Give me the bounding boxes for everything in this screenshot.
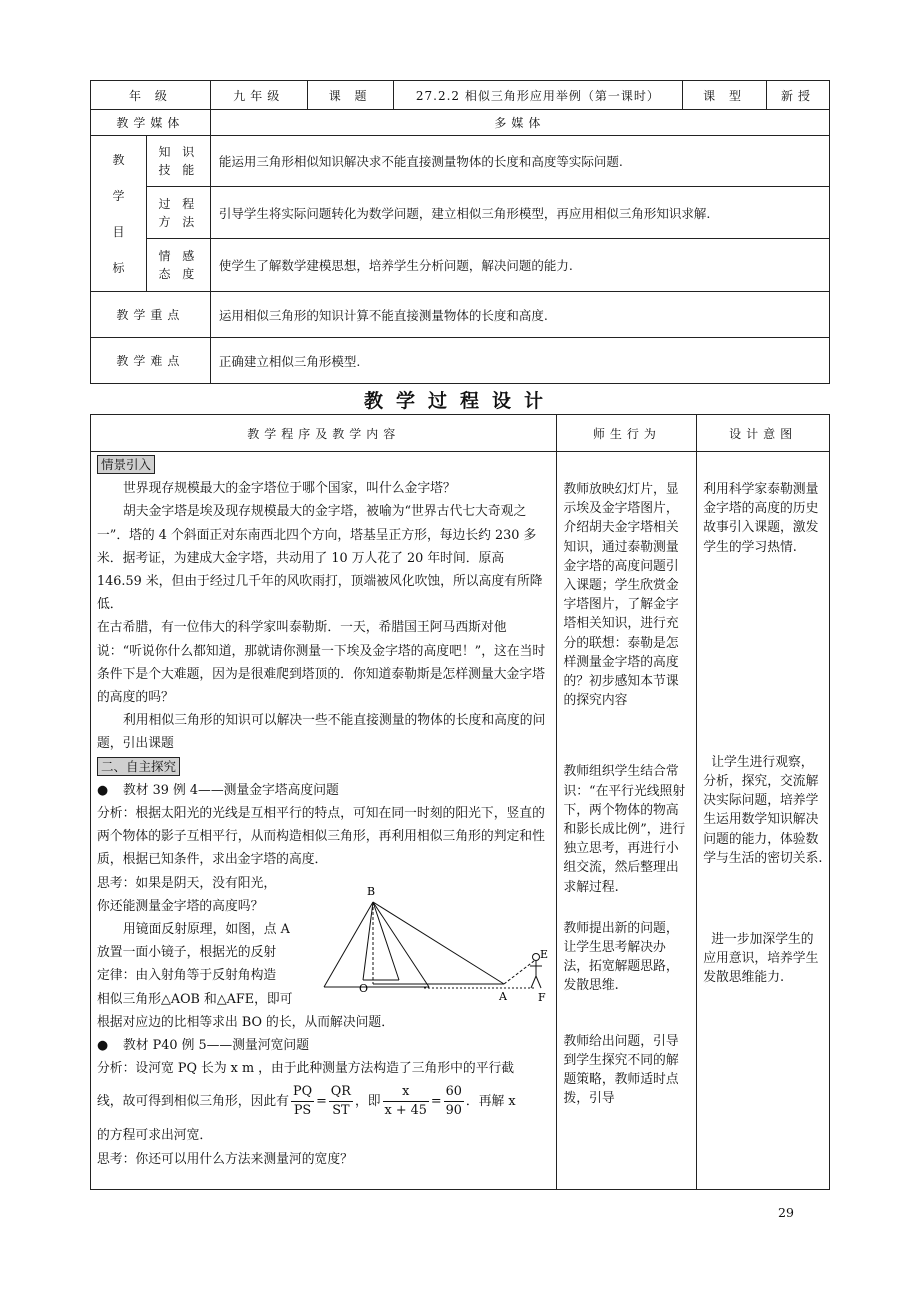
reflected-ray <box>504 961 534 984</box>
objective-category: 情 感 态 度 <box>146 239 210 292</box>
fraction-60-90: $\frac{60}{90}$ <box>445 1084 462 1119</box>
teacher-behavior-4: 教师给出问题，引导到学生探究不同的解题策略，教师适时点拨，引导 <box>563 1033 679 1107</box>
intro-pyramid-paragraph: 胡夫金字塔是埃及现存规模最大的金字塔，被喻为“世界古代七大奇观之一”．塔的 4 个斜面正对东南西北四个方向，塔基呈正方形，每边长约 230 多米．据考证，为建成大金字塔，共动用了 10 万人花了 20 年时间．原高 146.59 米，但由于经过几千年的风吹雨打，顶端被风化吹蚀，所以高度有所降低． <box>97 504 543 613</box>
topic-label: 课 题 <box>307 81 393 110</box>
design-intent-3: 进一步加深学生的应用意识，培养学生发散思维能力. <box>703 932 819 986</box>
teacher-behavior-2: 教师组织学生结合常识：“在平行光线照射下，两个物体的物高和影长成比例”，进行独立思考，再进行小组交流，然后整理出求解过程. <box>563 764 686 895</box>
intent-cell <box>697 452 830 1190</box>
pyramid-inner-edge <box>363 902 373 980</box>
intro-question: 世界现存规模最大的金字塔位于哪个国家，叫什么金字塔？ <box>123 481 456 497</box>
difficulty-label: 教学难点 <box>91 338 211 384</box>
fraction-x-x45: $\frac{x}{x + 45}$ <box>384 1084 427 1119</box>
grade-label: 年 级 <box>91 81 211 110</box>
pyramid-left-edge <box>324 902 373 987</box>
think-2: 思考：你还可以用什么方法来测量河的宽度？ <box>97 1151 353 1167</box>
think-1-line-b: 你还能测量金字塔的高度吗？ <box>97 898 264 914</box>
type-value: 新授 <box>767 81 830 110</box>
intro-thales-paragraph: 在古希腊，有一位伟大的科学家叫泰勒斯．一天，希腊国王阿马西斯对他说：“听说你什么都知道，那就请你测量一下埃及金字塔的高度吧！”，这在当时条件下是个大难题，因为是很难爬到塔顶的．你知道泰勒斯是怎样测量大金字塔的高度的吗？ <box>97 620 546 706</box>
person-leg-right <box>536 976 541 988</box>
objectives-char-3: 目 <box>112 224 125 239</box>
key-point-label: 教学重点 <box>91 292 211 338</box>
objectives-char-4: 标 <box>112 260 125 275</box>
fraction-qr-st: $\frac{QR}{ST}$ <box>330 1084 351 1119</box>
bullet-icon: ● <box>97 1038 109 1054</box>
pyramid-back-edge <box>373 902 399 980</box>
grade-value: 九年级 <box>210 81 307 110</box>
fraction-pq-ps: $\frac{PQ}{PS}$ <box>292 1084 313 1119</box>
content-cell <box>91 452 557 1190</box>
page-number: 29 <box>778 1205 794 1220</box>
section-tag-intro: 情景引入 <box>97 455 155 474</box>
pyramid-mirror-figure <box>319 876 549 1016</box>
media-value: 多媒体 <box>210 110 829 136</box>
objectives-char-2: 学 <box>112 188 125 203</box>
mirror-line-3: 定律：由入射角等于反射角构造 <box>97 968 277 984</box>
type-label: 课 型 <box>683 81 767 110</box>
bullet-icon: ● <box>97 782 109 798</box>
label-f: F <box>538 991 546 1004</box>
lesson-info-table <box>90 80 830 384</box>
objective-process-text: 引导学生将实际问题转化为数学问题，建立相似三角形模型，再应用相似三角形知识求解. <box>210 187 829 239</box>
mirror-line-5: 根据对应边的比相等求出 BO 的长，从而解决问题． <box>97 1014 395 1030</box>
incident-ray <box>373 902 504 984</box>
objective-knowledge-text: 能运用三角形相似知识解决求不能直接测量物体的长度和高度等实际问题. <box>210 136 829 187</box>
objectives-char-1: 教 <box>112 152 125 167</box>
label-o: O <box>359 982 369 995</box>
section-tag-explore: 二、自主探究 <box>97 757 180 776</box>
label-a: A <box>499 990 507 1003</box>
person-leg-left <box>531 976 536 988</box>
col-header-content: 教学程序及教学内容 <box>91 415 557 452</box>
section-heading: 教学过程设计 <box>363 390 556 412</box>
pyramid-right-edge <box>373 902 429 987</box>
media-label: 教学媒体 <box>91 110 211 136</box>
example-2-title: ● 教材 P40 例 5——测量河宽问题 <box>97 1034 550 1057</box>
label-b: B <box>367 885 376 898</box>
design-intent-2: 让学生进行观察，分析，探究，交流解决实际问题，培养学生运用数学知识解决问题的能力，体验数学与生活的密切关系. <box>703 754 823 866</box>
teacher-behavior-1: 教师放映幻灯片，显示埃及金字塔图片，介绍胡夫金字塔相关知识，通过泰勒测量金字塔的高度问题引入课题；学生欣赏金字塔图片，了解金字塔相关知识，进行充分的联想：泰勒是怎样测量金字塔的高度的？初步感知本节课的探究内容 <box>563 482 679 709</box>
difficulty-text: 正确建立相似三角形模型. <box>210 338 829 384</box>
objective-attitude-text: 使学生了解数学建模思想，培养学生分析问题，解决问题的能力. <box>210 239 829 292</box>
intro-topic-paragraph: 利用相似三角形的知识可以解决一些不能直接测量的物体的长度和高度的问题，引出课题 <box>97 713 546 752</box>
col-header-intent: 设计意图 <box>697 415 830 452</box>
topic-value: 27.2.2 相似三角形应用举例（第一课时） <box>393 81 683 110</box>
example-2-equation: 线，故可得到相似三角形，因此有 $\frac{PQ}{PS}$ = $\frac{QR}{ST}$ ，即 $\frac{x}{x + 45}$ = $\frac{60}{90}$ ．再解 x <box>97 1084 516 1119</box>
objective-category: 过 程 方 法 <box>146 187 210 239</box>
mirror-line-1: 用镜面反射原理，如图，点 A <box>123 922 290 938</box>
teaching-process-table <box>90 414 830 1190</box>
person-head <box>533 954 540 961</box>
example-1-title: ● 教材 39 例 4——测量金字塔高度问题 <box>97 779 550 802</box>
label-e: E <box>540 948 549 961</box>
objectives-label <box>91 136 147 292</box>
example-1-analysis: 分析：根据太阳光的光线是互相平行的特点，可知在同一时刻的阳光下，竖直的两个物体的影子互相平行，从而构造相似三角形，再利用相似三角形的判定和性质，根据已知条件，求出金字塔的高度． <box>97 806 545 868</box>
mirror-line-2: 放置一面小镜子，根据光的反射 <box>97 945 277 961</box>
behavior-cell <box>557 452 697 1190</box>
key-point-text: 运用相似三角形的知识计算不能直接测量物体的长度和高度. <box>210 292 829 338</box>
col-header-behavior: 师生行为 <box>557 415 697 452</box>
teacher-behavior-3: 教师提出新的问题，让学生思考解决办法，拓宽解题思路，发散思维. <box>563 920 679 994</box>
design-intent-1: 利用科学家泰勒测量金字塔的高度的历史故事引入课题，激发学生的学习热情. <box>703 482 819 555</box>
mirror-line-4: 相似三角形△AOB 和△AFE，即可 <box>97 991 293 1007</box>
objective-category: 知 识 技 能 <box>146 136 210 187</box>
think-1-line-a: 思考：如果是阴天，没有阳光， <box>97 875 277 891</box>
example-2-analysis: 分析：设河宽 PQ 长为 x m ，由于此种测量方法构造了三角形中的平行截 <box>97 1061 515 1077</box>
example-2-conclusion: 的方程可求出河宽． <box>97 1128 213 1144</box>
